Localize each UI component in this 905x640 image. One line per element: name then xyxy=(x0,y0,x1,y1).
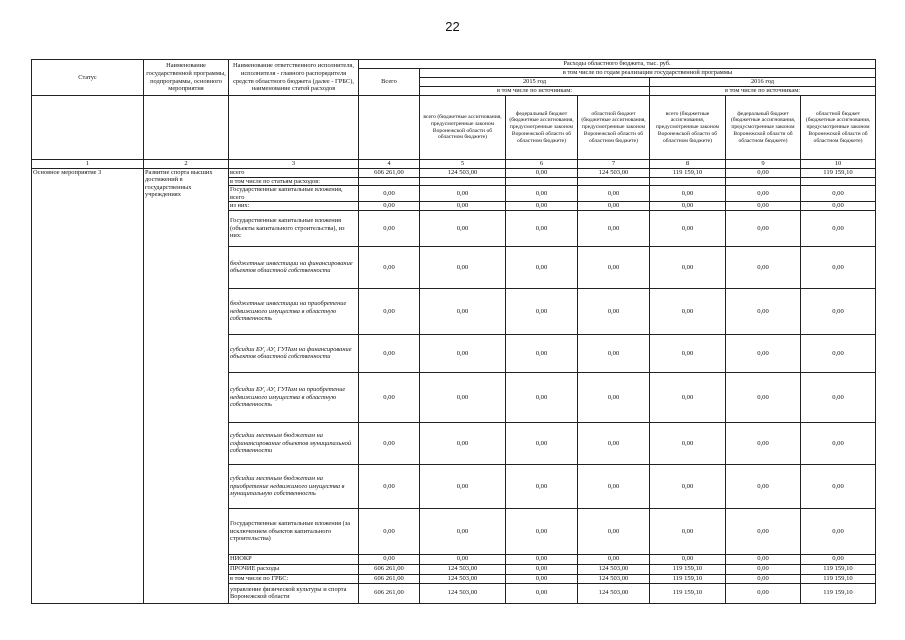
expense-item-name: Государственные капитальные вложения (объекты капитального строительства), из них: xyxy=(229,210,359,246)
expense-item-name: всего xyxy=(229,168,359,177)
value-cell: 0,00 xyxy=(726,334,801,372)
value-cell: 0,00 xyxy=(506,554,578,564)
column-number: 3 xyxy=(229,160,359,169)
value-cell: 0,00 xyxy=(420,508,506,554)
header-total-cont xyxy=(359,96,420,160)
value-cell: 606 261,00 xyxy=(359,564,420,574)
value-cell xyxy=(650,177,726,186)
value-cell: 0,00 xyxy=(650,246,726,288)
value-cell: 0,00 xyxy=(650,508,726,554)
value-cell: 0,00 xyxy=(420,202,506,211)
value-cell xyxy=(506,177,578,186)
value-cell xyxy=(359,177,420,186)
value-cell: 0,00 xyxy=(578,334,650,372)
value-cell: 0,00 xyxy=(359,202,420,211)
column-number-row xyxy=(32,160,876,169)
value-cell: 119 159,10 xyxy=(650,564,726,574)
value-cell: 0,00 xyxy=(420,288,506,334)
value-cell: 124 503,00 xyxy=(420,564,506,574)
value-cell: 0,00 xyxy=(650,334,726,372)
value-cell: 0,00 xyxy=(506,210,578,246)
value-cell: 0,00 xyxy=(650,186,726,202)
value-cell: 0,00 xyxy=(801,246,876,288)
value-cell: 0,00 xyxy=(359,334,420,372)
header-executor-cont xyxy=(229,96,359,160)
header-expenses-title: Расходы областного бюджета, тыс. руб. xyxy=(359,60,876,69)
value-cell: 0,00 xyxy=(506,422,578,464)
value-cell: 0,00 xyxy=(420,334,506,372)
value-cell: 0,00 xyxy=(726,464,801,508)
page-number: 22 xyxy=(445,19,460,34)
expense-item-name: НИОКР xyxy=(229,554,359,564)
value-cell: 0,00 xyxy=(506,464,578,508)
value-cell: 0,00 xyxy=(650,422,726,464)
value-cell: 0,00 xyxy=(801,202,876,211)
expense-item-name: субсидии БУ, АУ, ГУПам на приобретение недвижимого имущества в областную собственность xyxy=(229,372,359,422)
header-total: Всего xyxy=(359,69,420,96)
value-cell: 124 503,00 xyxy=(420,168,506,177)
value-cell: 606 261,00 xyxy=(359,168,420,177)
column-number: 4 xyxy=(359,160,420,169)
value-cell: 0,00 xyxy=(420,554,506,564)
value-cell: 0,00 xyxy=(359,288,420,334)
value-cell: 0,00 xyxy=(801,422,876,464)
value-cell: 0,00 xyxy=(726,202,801,211)
expense-item-name: Государственные капитальные вложения (за исключением объектов капитального строительства) xyxy=(229,508,359,554)
value-cell xyxy=(801,177,876,186)
value-cell: 0,00 xyxy=(578,186,650,202)
header-col-reg-2016: областной бюджет (бюджетные ассигнования, предусмотренные законом Воронежской области об областном бюджете) xyxy=(801,96,876,160)
column-number: 5 xyxy=(420,160,506,169)
header-incl-sources-2015: в том числе по источникам: xyxy=(420,87,650,96)
value-cell: 0,00 xyxy=(650,288,726,334)
column-number: 7 xyxy=(578,160,650,169)
value-cell: 0,00 xyxy=(726,186,801,202)
value-cell: 0,00 xyxy=(801,334,876,372)
value-cell: 0,00 xyxy=(420,210,506,246)
column-number: 9 xyxy=(726,160,801,169)
expense-item-name: субсидии местным бюджетам на приобретение недвижимого имущества в муниципальную собственность xyxy=(229,464,359,508)
value-cell: 0,00 xyxy=(726,554,801,564)
header-by-years: в том числе по годам реализации государственной программы xyxy=(420,69,876,78)
value-cell: 124 503,00 xyxy=(578,583,650,603)
value-cell: 124 503,00 xyxy=(420,574,506,583)
value-cell: 606 261,00 xyxy=(359,574,420,583)
column-number: 6 xyxy=(506,160,578,169)
value-cell: 0,00 xyxy=(359,464,420,508)
value-cell: 0,00 xyxy=(578,508,650,554)
value-cell: 119 159,10 xyxy=(650,168,726,177)
value-cell: 0,00 xyxy=(650,372,726,422)
value-cell xyxy=(420,177,506,186)
value-cell: 0,00 xyxy=(578,246,650,288)
value-cell: 0,00 xyxy=(506,372,578,422)
value-cell: 0,00 xyxy=(726,210,801,246)
header-col-total-2016: всего (бюджетные ассигнования, предусмотренные законом Воронежской области об областном бюджете) xyxy=(650,96,726,160)
expense-item-name: из них: xyxy=(229,202,359,211)
value-cell: 0,00 xyxy=(506,574,578,583)
table-row xyxy=(32,168,876,177)
expense-item-name: Государственные капитальные вложения, всего xyxy=(229,186,359,202)
value-cell: 0,00 xyxy=(650,554,726,564)
value-cell: 119 159,10 xyxy=(801,583,876,603)
value-cell: 0,00 xyxy=(726,583,801,603)
header-year-2016: 2016 год xyxy=(650,78,876,87)
column-number: 10 xyxy=(801,160,876,169)
value-cell: 0,00 xyxy=(801,288,876,334)
value-cell: 0,00 xyxy=(506,334,578,372)
value-cell: 0,00 xyxy=(359,508,420,554)
value-cell: 0,00 xyxy=(578,422,650,464)
value-cell: 119 159,10 xyxy=(801,574,876,583)
value-cell: 124 503,00 xyxy=(578,168,650,177)
expense-item-name: бюджетные инвестиции на приобретение недвижимого имущества в областную собственность xyxy=(229,288,359,334)
value-cell: 0,00 xyxy=(506,168,578,177)
value-cell: 0,00 xyxy=(420,372,506,422)
status-cell: Основное мероприятие 3 xyxy=(32,168,144,603)
value-cell: 0,00 xyxy=(578,210,650,246)
value-cell: 0,00 xyxy=(726,372,801,422)
value-cell: 0,00 xyxy=(726,508,801,554)
header-program-name: Наименование государственной программы, подпрограммы, основного мероприятия xyxy=(144,60,229,96)
value-cell: 0,00 xyxy=(506,202,578,211)
column-number: 2 xyxy=(144,160,229,169)
value-cell xyxy=(726,177,801,186)
header-executor: Наименование ответственного исполнителя, исполнителя - главного распорядителя средств областного бюджета (далее - ГРБС), наименование статей расходов xyxy=(229,60,359,96)
value-cell: 0,00 xyxy=(801,372,876,422)
header-col-total-2015: всего (бюджетные ассигнования, предусмотренные законом Воронежской области об областном бюджете) xyxy=(420,96,506,160)
value-cell: 0,00 xyxy=(726,168,801,177)
value-cell: 0,00 xyxy=(359,210,420,246)
value-cell: 119 159,10 xyxy=(801,564,876,574)
value-cell: 0,00 xyxy=(726,422,801,464)
value-cell: 0,00 xyxy=(726,564,801,574)
column-number: 8 xyxy=(650,160,726,169)
value-cell: 0,00 xyxy=(506,288,578,334)
value-cell: 0,00 xyxy=(506,246,578,288)
column-number: 1 xyxy=(32,160,144,169)
value-cell: 0,00 xyxy=(578,202,650,211)
value-cell: 0,00 xyxy=(801,508,876,554)
value-cell: 0,00 xyxy=(801,464,876,508)
value-cell: 0,00 xyxy=(726,246,801,288)
value-cell: 0,00 xyxy=(359,422,420,464)
value-cell: 0,00 xyxy=(801,554,876,564)
header-incl-sources-2016: в том числе по источникам: xyxy=(650,87,876,96)
value-cell: 0,00 xyxy=(359,372,420,422)
value-cell: 0,00 xyxy=(420,464,506,508)
header-year-2015: 2015 год xyxy=(420,78,650,87)
value-cell: 0,00 xyxy=(650,210,726,246)
value-cell xyxy=(578,177,650,186)
value-cell: 0,00 xyxy=(726,574,801,583)
expense-item-name: в том числе по статьям расходов: xyxy=(229,177,359,186)
value-cell: 0,00 xyxy=(578,464,650,508)
expense-item-name: бюджетные инвестиции на финансирование объектов областной собственности xyxy=(229,246,359,288)
value-cell: 606 261,00 xyxy=(359,583,420,603)
value-cell: 119 159,10 xyxy=(650,583,726,603)
header-col-fed-2016: федеральный бюджет (бюджетные ассигнования, предусмотренные законом Воронежской области об областном бюджете) xyxy=(726,96,801,160)
value-cell: 119 159,10 xyxy=(650,574,726,583)
value-cell: 124 503,00 xyxy=(578,574,650,583)
value-cell: 0,00 xyxy=(578,288,650,334)
value-cell: 0,00 xyxy=(359,186,420,202)
header-col-reg-2015: областной бюджет (бюджетные ассигнования, предусмотренные законом Воронежской области об областном бюджете) xyxy=(578,96,650,160)
value-cell: 0,00 xyxy=(420,422,506,464)
expense-item-name: ПРОЧИЕ расходы xyxy=(229,564,359,574)
value-cell: 0,00 xyxy=(578,554,650,564)
value-cell: 0,00 xyxy=(359,246,420,288)
header-status-cont xyxy=(32,96,144,160)
value-cell: 0,00 xyxy=(650,202,726,211)
header-col-fed-2015: федеральный бюджет (бюджетные ассигнования, предусмотренные законом Воронежской области об областном бюджете) xyxy=(506,96,578,160)
value-cell: 119 159,10 xyxy=(801,168,876,177)
value-cell: 124 503,00 xyxy=(420,583,506,603)
value-cell: 0,00 xyxy=(506,508,578,554)
value-cell: 0,00 xyxy=(420,246,506,288)
value-cell: 0,00 xyxy=(359,554,420,564)
value-cell: 0,00 xyxy=(578,372,650,422)
expense-item-name: в том числе по ГРБС: xyxy=(229,574,359,583)
program-cell: Развитие спорта высших достижений в государственных учреждениях xyxy=(144,168,229,603)
value-cell: 0,00 xyxy=(801,186,876,202)
value-cell: 0,00 xyxy=(506,583,578,603)
header-status: Статус xyxy=(32,60,144,96)
value-cell: 0,00 xyxy=(506,564,578,574)
expense-item-name: субсидии БУ, АУ, ГУПам на финансирование объектов областной собственности xyxy=(229,334,359,372)
budget-table xyxy=(31,59,876,604)
value-cell: 0,00 xyxy=(801,210,876,246)
value-cell: 0,00 xyxy=(506,186,578,202)
value-cell: 0,00 xyxy=(650,464,726,508)
value-cell: 124 503,00 xyxy=(578,564,650,574)
expense-item-name: субсидии местным бюджетам на софинансирование объектов муниципальной собственности xyxy=(229,422,359,464)
value-cell: 0,00 xyxy=(420,186,506,202)
expense-item-name: управление физической культуры и спорта Воронежской области xyxy=(229,583,359,603)
value-cell: 0,00 xyxy=(726,288,801,334)
header-program-cont xyxy=(144,96,229,160)
